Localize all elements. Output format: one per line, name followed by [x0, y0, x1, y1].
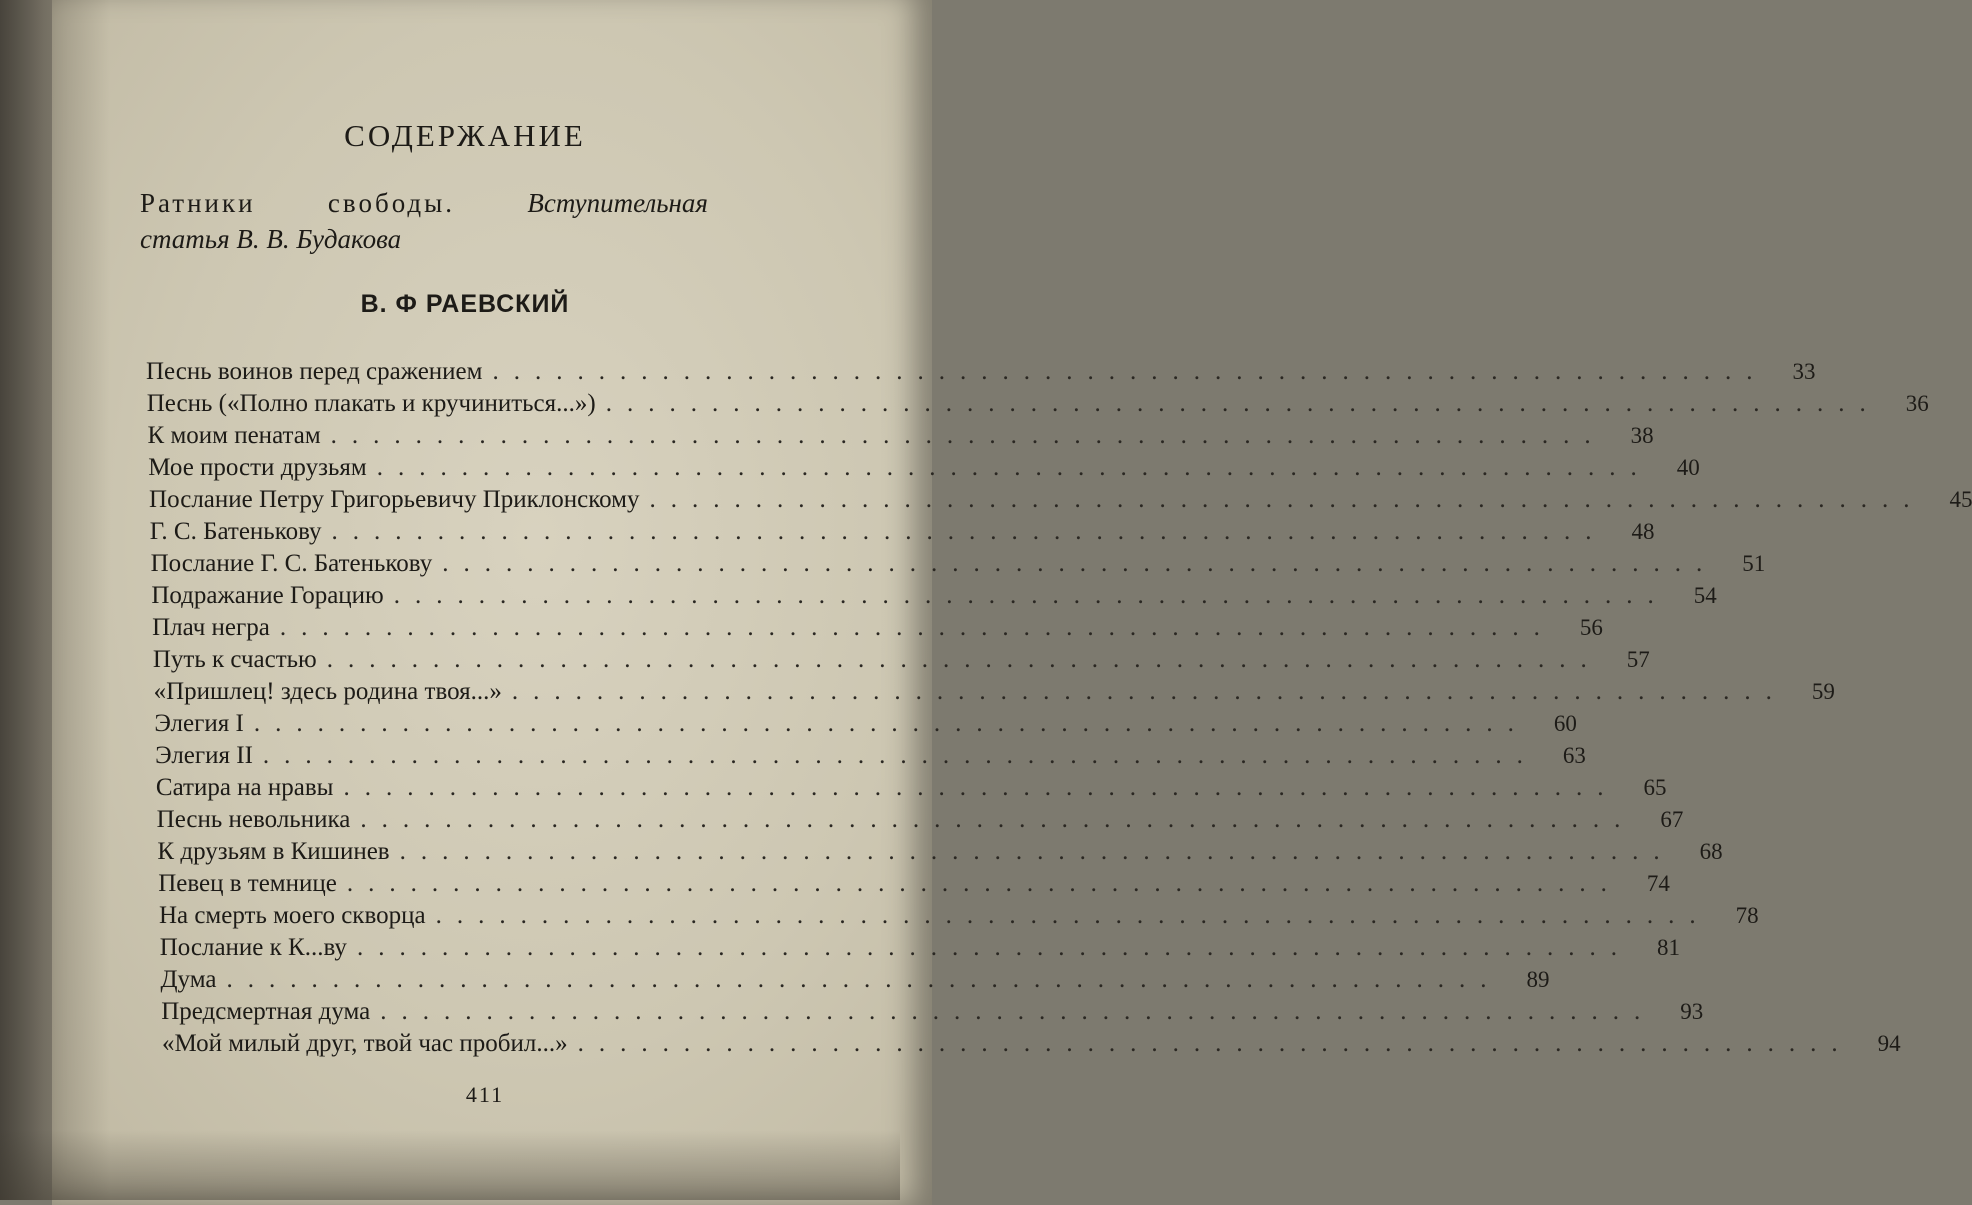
toc-title: Подражание Горацию	[151, 582, 384, 609]
intro-word-3: Вступительная	[527, 188, 708, 218]
toc-page-number: 48	[1631, 519, 1655, 544]
toc-title: Предсмертная дума	[161, 998, 371, 1025]
toc-row	[158, 870, 1670, 902]
toc-row	[154, 710, 1577, 742]
toc-page-number: 93	[1680, 999, 1704, 1024]
toc-leader-dots: ............................................................	[435, 902, 1711, 929]
toc-leader-dots: ............................................................	[330, 422, 1606, 449]
toc-row	[147, 422, 1654, 454]
toc-row	[155, 774, 1667, 806]
toc-leader-dots: ............................................................	[356, 934, 1632, 961]
toc-page-number: 56	[1579, 615, 1603, 640]
intro-word-1: Ратники	[140, 188, 256, 218]
toc-title: «Пришлец! здесь родина твоя...»	[153, 678, 502, 705]
toc-page-number: 38	[1630, 423, 1654, 448]
toc-leader-dots: ............................................................	[605, 390, 1881, 417]
contents-heading: СОДЕРЖАНИЕ	[344, 118, 586, 153]
toc-page-number: 45	[1949, 487, 1972, 512]
toc-title: Элегия I	[154, 710, 244, 737]
intro-word-2: свободы.	[327, 188, 456, 218]
toc-row	[161, 998, 1704, 1030]
toc-page-number: 68	[1699, 839, 1723, 864]
toc-title: Плач негра	[152, 614, 270, 641]
toc-row	[148, 454, 1700, 486]
toc-row	[162, 1030, 1901, 1062]
toc-page-number: 60	[1553, 711, 1577, 736]
toc-leader-dots: ............................................................	[577, 1030, 1853, 1057]
toc-page-number: 65	[1643, 775, 1667, 800]
toc-row	[146, 358, 1816, 390]
toc-title: К моим пенатам	[147, 422, 321, 449]
toc-page-number: 94	[1877, 1031, 1901, 1056]
toc-row	[150, 550, 1766, 582]
toc-leader-dots: ............................................................	[262, 742, 1538, 769]
toc-page-number: 57	[1626, 647, 1650, 672]
toc-title: На смерть моего скворца	[158, 902, 426, 929]
toc-page-number: 51	[1742, 551, 1766, 576]
toc-page-number: 67	[1660, 807, 1684, 832]
toc-leader-dots: ............................................................	[393, 582, 1669, 609]
toc-leader-dots: ............................................................	[492, 358, 1768, 385]
toc-title: К друзьям в Кишинев	[157, 838, 390, 865]
toc-page-number: 89	[1526, 967, 1550, 992]
toc-row	[158, 902, 1759, 934]
toc-title: Элегия II	[155, 742, 253, 769]
toc-page-number: 33	[1792, 359, 1816, 384]
toc-page-number: 36	[1905, 391, 1929, 416]
toc-page-number: 81	[1656, 935, 1680, 960]
toc-page-number: 54	[1693, 583, 1717, 608]
toc-leader-dots: ............................................................	[226, 966, 1502, 993]
toc-title: Песнь воинов перед сражением	[146, 358, 483, 385]
toc-title: Путь к счастью	[152, 646, 317, 673]
toc-row	[159, 934, 1680, 966]
toc-leader-dots: ............................................................	[649, 486, 1925, 513]
toc-title: Песнь невольника	[156, 806, 351, 833]
toc-leader-dots: ............................................................	[346, 870, 1622, 897]
toc-title: Г. С. Батенькову	[149, 518, 322, 545]
toc-leader-dots: ............................................................	[380, 998, 1656, 1025]
toc-title: Певец в темнице	[158, 870, 337, 897]
toc-page-number: 78	[1735, 903, 1759, 928]
toc-page-number: 74	[1646, 871, 1670, 896]
toc-leader-dots: ............................................................	[279, 614, 1555, 641]
toc-title: Послание Г. С. Батенькову	[150, 550, 433, 577]
toc-leader-dots: ............................................................	[326, 646, 1602, 673]
toc-leader-dots: ............................................................	[360, 806, 1636, 833]
toc-title: Дума	[160, 966, 217, 993]
toc-title: Мое прости друзьям	[148, 454, 367, 481]
toc-row	[153, 678, 1835, 710]
toc-row	[152, 614, 1603, 646]
toc-row	[149, 518, 1655, 550]
toc-leader-dots: ............................................................	[331, 518, 1607, 545]
toc-title: Сатира на нравы	[155, 774, 334, 801]
toc-row	[157, 838, 1723, 870]
toc-leader-dots: ............................................................	[253, 710, 1529, 737]
page-number: 411	[465, 1082, 505, 1107]
toc-row	[160, 966, 1550, 998]
toc-title: «Мой милый друг, твой час пробил...»	[162, 1030, 568, 1057]
section-author: В. Ф РАЕВСКИЙ	[360, 290, 570, 318]
toc-row	[149, 486, 1972, 518]
toc-row	[146, 390, 1929, 422]
toc-title: Песнь («Полно плакать и кручиниться...»)	[146, 390, 596, 417]
toc-leader-dots: ............................................................	[442, 550, 1718, 577]
toc-page-number: 40	[1676, 455, 1700, 480]
toc-leader-dots: ............................................................	[399, 838, 1675, 865]
toc-leader-dots: ............................................................	[511, 678, 1787, 705]
toc-leader-dots: ............................................................	[376, 454, 1652, 481]
intro-line-2: статья В. В. Будакова	[140, 224, 402, 254]
toc-title: Послание Петру Григорьевичу Приклонскому	[149, 486, 640, 513]
toc-title: Послание к К...ву	[159, 934, 347, 961]
toc-page-number: 59	[1811, 679, 1835, 704]
toc-row	[155, 742, 1586, 774]
toc-row	[152, 646, 1650, 678]
toc-leader-dots: ............................................................	[343, 774, 1619, 801]
toc-row	[156, 806, 1684, 838]
toc-page-number: 63	[1562, 743, 1586, 768]
toc-row	[151, 582, 1717, 614]
